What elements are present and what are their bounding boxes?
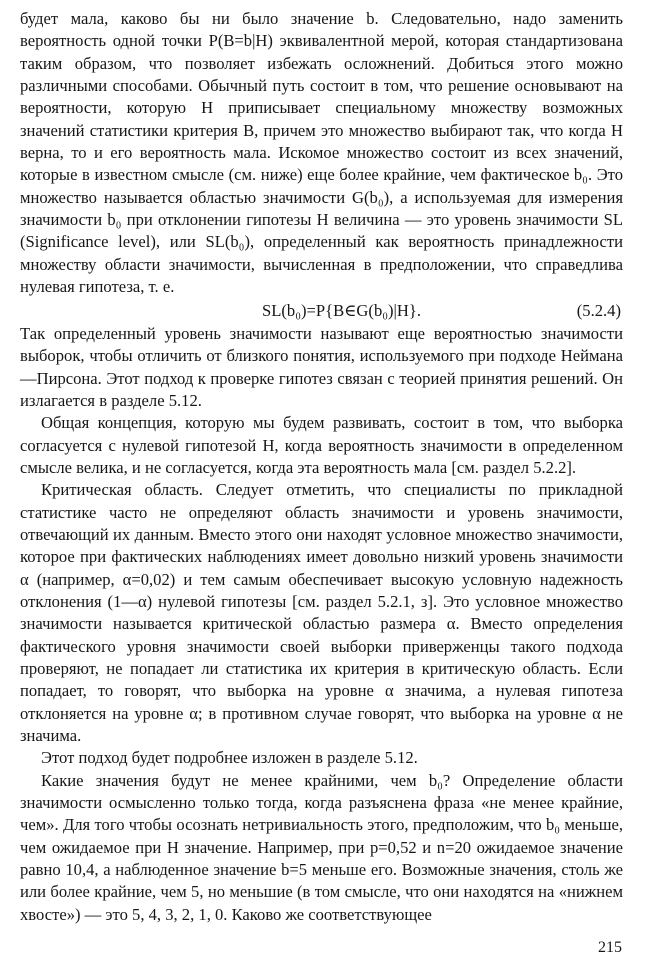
formula-expression: SL(b₀)=P{B∈G(b₀)|H}. bbox=[262, 301, 421, 321]
paragraph-extreme-values: Какие значения будут не менее крайними, чем b₀? Определение области значимости осмысленно только тогда, когда разъяснена фраза «не менее крайние, чем». Для того чтобы осознать нетривиальность этого, предположим, что b₀ меньше, чем ожидаемое при H значение. Например, при p=0,52 и n=20 ожидаемое значение равно 10,4, а наблюденное значение b=5 меньше его. Возможные значения, столь же или более крайние, чем 5, но меньшие (в том смысле, что они находятся на «нижнем хвосте») — это 5, 4, 3, 2, 1, 0. Каково же соответствующее bbox=[20, 770, 623, 924]
page-number: 215 bbox=[598, 939, 622, 956]
formula-number: (5.2.4) bbox=[576, 301, 621, 321]
paragraph-section-reference: Этот подход будет подробнее изложен в разделе 5.12. bbox=[41, 748, 418, 768]
paragraph-critical-region: Критическая область. Следует отметить, что специалисты по прикладной статистике часто не определяют область значимости и уровень значимости, отвечающий их данным. Вместо этого они находят условное множество значимости, которое при фактических наблюдениях имеет довольно низкий уровень значимости α (например, α=0,02) и тем самым обеспечивает высокую условную надежность отклонения (1—α) нулевой гипотезы [см. раздел 5.2.1, з]. Это условное множество значимости называется критической областью размера α. Вместо определения фактического уровня значимости своей выборки приверженцы такого подхода проверяют, не попадает ли статистика их критерия в критическую область. Если попадает, то говорят, что выборка на уровне α значима, а нулевая гипотеза отклоняется на уровне α; в противном случае говорят, что выборка на уровне α не значима. bbox=[20, 480, 623, 745]
paragraph-general-concept: Общая концепция, которую мы будем развивать, состоит в том, что выборка согласуется с нулевой гипотезой H, когда вероятность значимости в определенном смысле велика, и не согласуется, когда эта вероятность мала [см. раздел 5.2.2]. bbox=[20, 413, 623, 477]
paragraph-significance-region: будет мала, каково бы ни было значение b. Следовательно, надо заменить вероятность одной точки P(B=b|H) эквивалентной мерой, которая стандартизована таким образом, что позволяет избежать осложнений. Добиться этого можно различными способами. Обычный путь состоит в том, что решение основывают на вероятности, которую H приписывает специальному множеству возможных значений статистики критерия B, причем это множество выбирают так, что когда H верна, то и его вероятность мала. Искомое множество состоит из всех значений, которые в известном смысле (см. ниже) еще более крайние, чем фактическое b₀. Это множество называется областью значимости G(b₀), а используемая для измерения значимости b₀ при отклонении гипотезы H величина — это уровень значимости SL (Significance level), или SL(b₀), определенный как вероятность принадлежности множеству области значимости, вычисленная в предположении, что справедлива нулевая гипотеза, т. е. bbox=[20, 9, 623, 297]
paragraph-significance-probability: Так определенный уровень значимости называют еще вероятностью значимости выборок, чтобы отличить от близкого понятия, используемого при подходе Неймана—Пирсона. Этот подход к проверке гипотез связан с теорией принятия решений. Он излагается в разделе 5.12. bbox=[20, 323, 623, 410]
formula-5-2-4 bbox=[20, 300, 623, 322]
